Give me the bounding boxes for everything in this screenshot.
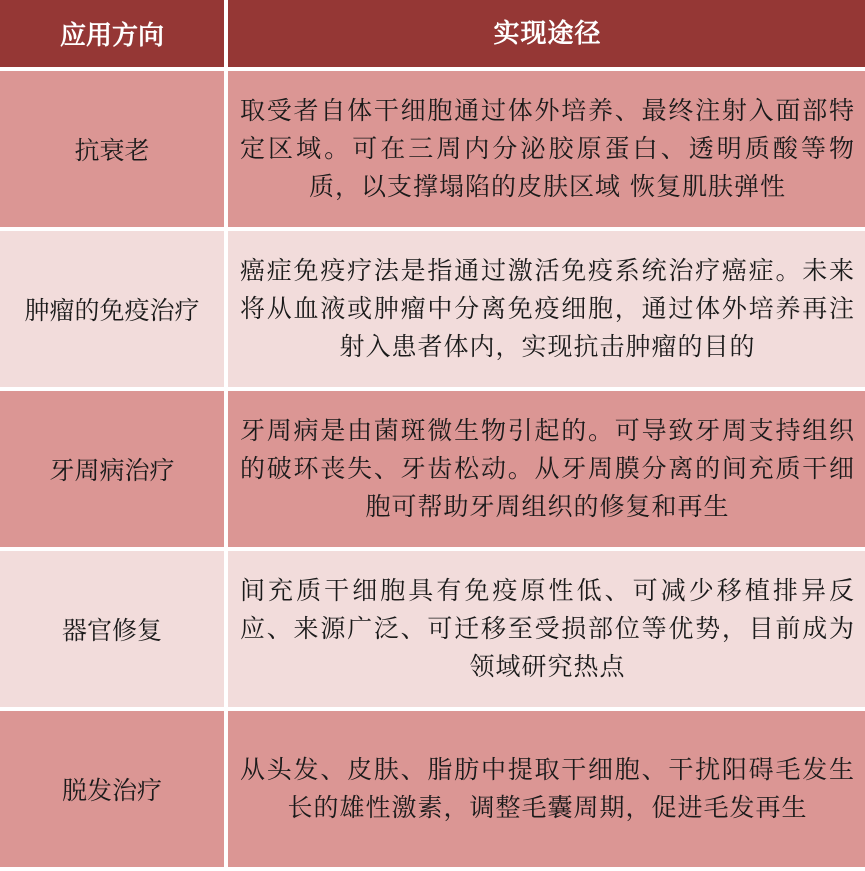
table-row (0, 551, 865, 707)
header-application-direction: 应用方向 (0, 0, 224, 67)
table-row (0, 711, 865, 867)
header-implementation-method: 实现途径 (228, 0, 865, 67)
row-method: 间充质干细胞具有免疫原性低、可减少移植排异反应、来源广泛、可迁移至受损部位等优势，目前成为领域研究热点 (228, 551, 865, 707)
row-method: 取受者自体干细胞通过体外培养、最终注射入面部特定区域。可在三周内分泌胶原蛋白、透明质酸等物质，以支撑塌陷的皮肤区域 恢复肌肤弹性 (228, 71, 865, 227)
table-row (0, 71, 865, 227)
table-row (0, 231, 865, 387)
row-method: 牙周病是由菌斑微生物引起的。可导致牙周支持组织的破环丧失、牙齿松动。从牙周膜分离的间充质干细胞可帮助牙周组织的修复和再生 (228, 391, 865, 547)
row-direction: 脱发治疗 (0, 711, 224, 867)
row-direction: 肿瘤的免疫治疗 (0, 231, 224, 387)
row-direction: 抗衰老 (0, 71, 224, 227)
row-direction: 牙周病治疗 (0, 391, 224, 547)
row-method: 从头发、皮肤、脂肪中提取干细胞、干扰阳碍毛发生长的雄性激素，调整毛囊周期，促进毛发再生 (228, 711, 865, 867)
table-row (0, 391, 865, 547)
row-direction: 器官修复 (0, 551, 224, 707)
table-header-row (0, 0, 865, 67)
row-method: 癌症免疫疗法是指通过激活免疫系统治疗癌症。未来将从血液或肿瘤中分离免疫细胞，通过体外培养再注射入患者体内，实现抗击肿瘤的目的 (228, 231, 865, 387)
